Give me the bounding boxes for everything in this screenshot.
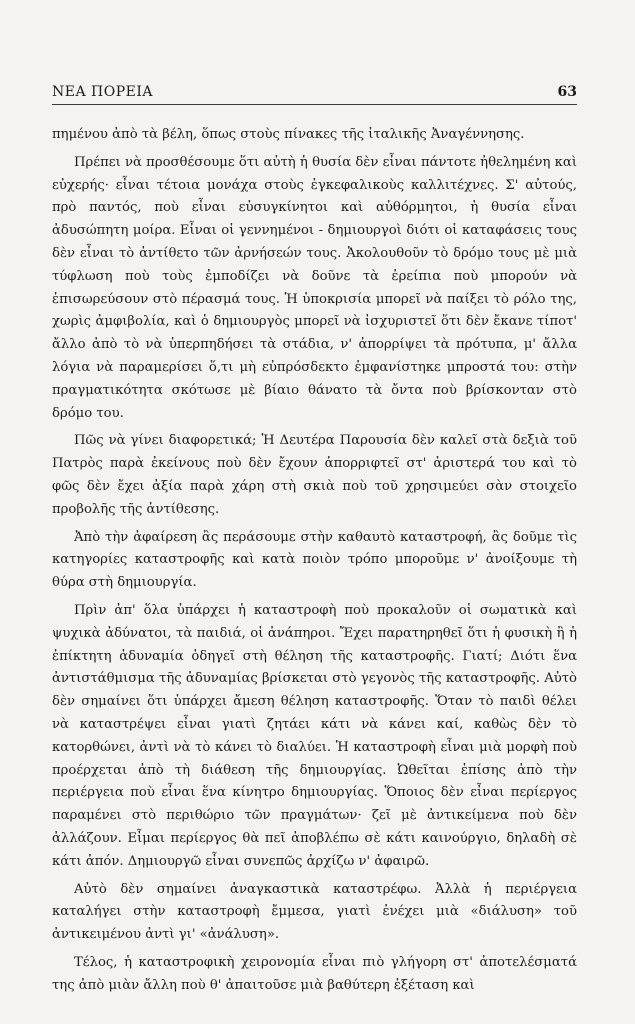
paragraph-continuation: πημένου ἀπὸ τὰ βέλη, ὅπως στοὺς πίνακες τῆς ἰταλικῆς Ἀναγέννησης. [52,127,525,142]
paragraph: Αὐτὸ δὲν σημαίνει ἀναγκαστικὰ καταστρέφω. Ἀλλὰ ἡ περιέργεια καταλήγει στὴν καταστροφὴ ἔμμεσα, γιατὶ ἐνέχει μιὰ «διάλυση» τοῦ ἀντικειμένου ἀντὶ γι' «ἀνάλυση». [52,881,577,943]
body-text [52,124,577,1002]
running-head [52,80,577,105]
journal-title: ΝΕΑ ΠΟΡΕΙΑ [52,84,153,100]
paragraph: Πῶς νὰ γίνει διαφορετικά; Ἡ Δευτέρα Παρουσία δὲν καλεῖ στὰ δεξιὰ τοῦ Πατρὸς παρὰ ἐκείνους ποὺ δὲν ἔχουν ἀπορριφτεῖ στ' ἀριστερά του καὶ τὸ φῶς δὲν ἔχει ἀξία παρὰ χάρη στὴ σκιὰ ποὺ τοῦ χρησιμεύει σὰν στοιχεῖο προβολῆς τῆς ἀντίθεσης. [52,433,577,517]
paragraph: Ἀπὸ τὴν ἀφαίρεση ἂς περάσουμε στὴν καθαυτὸ καταστροφή, ἂς δοῦμε τὶς κατηγορίες καταστροφῆς καὶ κατὰ ποιὸν τρόπο μποροῦμε ν' ἀνοίξουμε τὴ θύρα στὴ δημιουργία. [52,529,577,591]
paragraph: Πρέπει νὰ προσθέσουμε ὅτι αὐτὴ ἡ θυσία δὲν εἶναι πάντοτε ἠθελημένη καὶ εὐχερής· εἶναι τέτοια μονάχα στοὺς ἐγκεφαλικοὺς καλλιτέχνες. Σ' αὐτούς, πρὸ παντός, ποὺ εἶναι εὐσυγκίνητοι καὶ αὐθόρμητοι, ἡ θυσία εἶναι ἀδυσώπητη μοίρα. Εἶναι οἱ γεννημένοι - δημιουργοὶ διότι οἱ καταφάσεις τους δὲν εἶναι τὸ ἀντίθετο τῶν ἀρνήσεών τους. Ἀκολουθοῦν τὸ δρόμο τους μὲ μιὰ τύφλωση ποὺ τοὺς ἐμποδίζει νὰ δοῦνε τὰ ἐρείπια ποὺ μπορούν νὰ ἐπισωρεύσουν στὸ πέρασμά τους. Ἡ ὑποκρισία μπορεῖ νὰ παίξει τὸ ρόλο της, χωρὶς ἀμφιβολία, καὶ ὁ δημιουργὸς μπορεῖ νὰ ἰσχυριστεῖ ὅτι δὲν ἔκανε τίποτ' ἄλλο ἀπὸ τὸ νὰ ὑπερπηδήσει τὰ στάδια, ν' ἀπορρίψει τὰ πρότυπα, μ' ἄλλα λόγια νὰ παραμερίσει ὅ,τι μὴ εὐπρόσδεκτο ἐμφανίστηκε μπροστά του: στὴν πραγματικότητα σκότωσε μὲ βίαιο θάνατο τὰ ὄντα ποὺ βρίσκονταν στὸ δρόμο του. [52,154,577,421]
paragraph: Τέλος, ἡ καταστροφικὴ χειρονομία εἶναι πιὸ γλήγορη στ' ἀποτελέσματά της ἀπὸ μιὰν ἄλλη ποὺ θ' ἀπαιτοῦσε μιὰ βαθύτερη ἐξέταση καὶ [52,954,577,993]
page-number: 63 [557,84,577,100]
paragraph: Πρὶν ἀπ' ὅλα ὑπάρχει ἡ καταστροφὴ ποὺ προκαλοῦν οἱ σωματικὰ καὶ ψυχικὰ ἀδύνατοι, τὰ παιδιά, οἱ ἀνάπηροι. Ἔχει παρατηρηθεῖ ὅτι ἡ φυσικὴ ἢ ἡ ἐπίκτητη ἀδυναμία ὁδηγεῖ στὴ θέληση τῆς καταστροφῆς. Γιατί; Διότι ἕνα ἀντιστάθμισμα τῆς ἀδυναμίας βρίσκεται στὸ γεγονὸς τῆς καταστροφῆς. Αὐτὸ δὲν σημαίνει ὅτι ὑπάρχει ἄμεση θέληση καταστροφῆς. Ὅταν τὸ παιδὶ θέλει νὰ καταστρέψει εἶναι γιατὶ ζητάει κάτι νὰ κάνει καί, καθὼς δὲν τὸ κατορθώνει, ἀντὶ νὰ τὸ κάνει τὸ διαλύει. Ἡ καταστροφὴ εἶναι μιὰ μορφὴ ποὺ προέρχεται ἀπὸ τὴ διάθεση τῆς δημιουργίας. Ὠθεῖται ἐπίσης ἀπὸ τὴν περιέργεια ποὺ εἶναι ἕνα κίνητρο δημιουργίας. Ὅποιος δὲν εἶναι περίεργος παραμένει στὸ περιθώριο τῶν πραγμάτων· ζεῖ μὲ ἀντικείμενα ποὺ δὲν ἀλλάζουν. Εἶμαι περίεργος θὰ πεῖ ἀποβλέπω σὲ κάτι καινούργιο, δηλαδὴ σὲ κάτι ἀπόν. Δημιουργῶ εἶναι συνεπῶς ἀρχίζω ν' ἀφαιρῶ. [52,602,577,869]
